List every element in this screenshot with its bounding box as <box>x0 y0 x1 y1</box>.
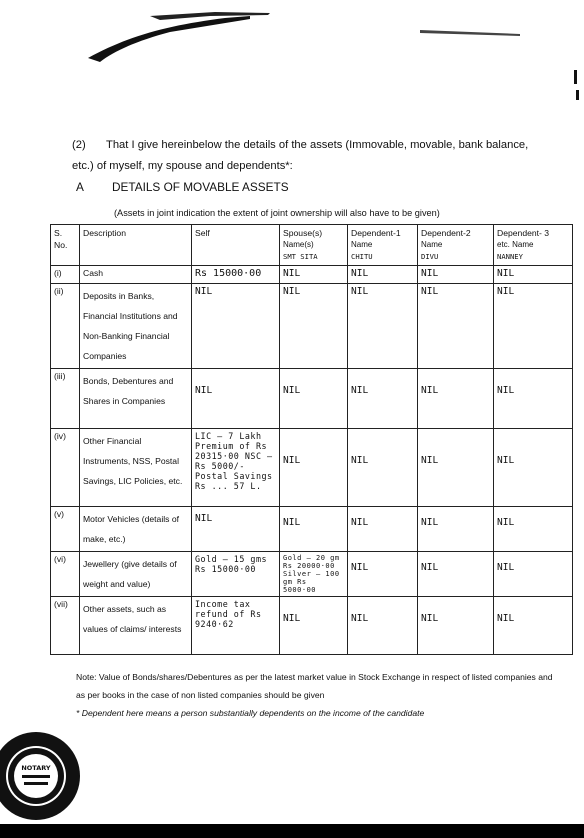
header-dep3-name: NANNEY <box>497 252 523 261</box>
header-description: Description <box>80 225 192 266</box>
row-description: Cash <box>80 266 192 284</box>
header-dep2-label: Dependent-2 <box>421 228 471 238</box>
row-description: Deposits in Banks, Financial Institutions and Non-Banking Financial Companies <box>80 284 192 369</box>
row-dep1: NIL <box>348 369 418 429</box>
row-dep2: NIL <box>418 597 494 655</box>
notary-stamp <box>0 718 90 828</box>
row-self: NIL <box>192 507 280 552</box>
row-description: Other Financial Instruments, NSS, Postal Savings, LIC Policies, etc. <box>80 429 192 507</box>
valuation-note: Note: Value of Bonds/shares/Debentures as per the latest market value in Stock Exchange in respect of listed companies and as per books in the case of non listed companies should be given <box>76 672 553 700</box>
row-dep3: NIL <box>494 369 573 429</box>
row-self: NIL <box>192 369 280 429</box>
row-dep2: NIL <box>418 369 494 429</box>
header-dep1-sub: Name <box>351 240 373 249</box>
header-spouse-name: SMT SITA <box>283 252 318 261</box>
stamp-text: NOTARY <box>21 764 51 772</box>
row-spouse: NIL <box>280 429 348 507</box>
row-dep1: NIL <box>348 507 418 552</box>
row-sno: (v) <box>51 507 80 552</box>
row-dep2: NIL <box>418 266 494 284</box>
row-dep1: NIL <box>348 284 418 369</box>
table-row <box>51 597 573 655</box>
row-dep3: NIL <box>494 266 573 284</box>
joint-ownership-note: (Assets in joint indication the extent of joint ownership will also have to be given) <box>114 208 440 218</box>
row-description: Other assets, such as values of claims/ interests <box>80 597 192 655</box>
header-dep1-name: CHITU <box>351 252 373 261</box>
row-self: Income tax refund of Rs 9240·62 <box>192 597 280 655</box>
section-letter: A <box>76 180 84 194</box>
row-dep3: NIL <box>494 552 573 597</box>
row-spouse: Gold – 20 gm Rs 20000·00 Silver – 100 gm Rs 5000·00 <box>280 552 348 597</box>
row-dep1: NIL <box>348 266 418 284</box>
scan-bottom-edge <box>0 824 584 838</box>
row-sno: (i) <box>51 266 80 284</box>
header-dep2 <box>418 225 494 266</box>
row-dep3: NIL <box>494 507 573 552</box>
row-spouse: NIL <box>280 284 348 369</box>
header-spouse-sub: Name(s) <box>283 240 314 249</box>
header-sno: S. No. <box>51 225 80 266</box>
header-spouse-label: Spouse(s) <box>283 228 323 238</box>
table-header-row <box>51 225 573 266</box>
header-dep1-label: Dependent-1 <box>351 228 401 238</box>
table-row <box>51 266 573 284</box>
intro-number: (2) <box>72 139 86 151</box>
table-row <box>51 507 573 552</box>
row-dep2: NIL <box>418 552 494 597</box>
row-dep3: NIL <box>494 284 573 369</box>
row-sno: (iv) <box>51 429 80 507</box>
row-dep1: NIL <box>348 552 418 597</box>
row-dep3: NIL <box>494 597 573 655</box>
table-row <box>51 552 573 597</box>
row-description: Motor Vehicles (details of make, etc.) <box>80 507 192 552</box>
header-dep1 <box>348 225 418 266</box>
row-spouse: NIL <box>280 369 348 429</box>
intro-paragraph <box>72 135 552 177</box>
row-description: Bonds, Debentures and Shares in Companies <box>80 369 192 429</box>
row-dep2: NIL <box>418 429 494 507</box>
row-sno: (vi) <box>51 552 80 597</box>
section-heading <box>76 180 289 194</box>
header-self: Self <box>192 225 280 266</box>
dependent-footnote: * Dependent here means a person substantially dependents on the income of the candidate <box>76 708 425 718</box>
row-self: NIL <box>192 284 280 369</box>
row-dep2: NIL <box>418 507 494 552</box>
header-dep3 <box>494 225 573 266</box>
row-dep1: NIL <box>348 597 418 655</box>
row-sno: (ii) <box>51 284 80 369</box>
header-dep3-sub: etc. Name <box>497 240 534 249</box>
table-row <box>51 429 573 507</box>
header-dep2-sub: Name <box>421 240 443 249</box>
table-row <box>51 284 573 369</box>
header-spouse <box>280 225 348 266</box>
row-sno: (vii) <box>51 597 80 655</box>
row-self: Gold – 15 gms Rs 15000·00 <box>192 552 280 597</box>
header-dep2-name: DIVU <box>421 252 439 261</box>
row-self: Rs 15000·00 <box>192 266 280 284</box>
row-description: Jewellery (give details of weight and value) <box>80 552 192 597</box>
row-spouse: NIL <box>280 266 348 284</box>
row-self: LIC – 7 Lakh Premium of Rs 20315·00 NSC – Rs 5000/- Postal Savings Rs ... 57 L. <box>192 429 280 507</box>
scan-streak <box>0 0 584 110</box>
row-spouse: NIL <box>280 507 348 552</box>
section-title: DETAILS OF MOVABLE ASSETS <box>112 180 289 194</box>
intro-text: That I give hereinbelow the details of the assets (Immovable, movable, bank balance, etc.) of myself, my spouse and dependents*: <box>72 139 529 172</box>
page-edge-mark <box>568 70 584 110</box>
table-row <box>51 369 573 429</box>
row-dep1: NIL <box>348 429 418 507</box>
row-sno: (iii) <box>51 369 80 429</box>
row-spouse: NIL <box>280 597 348 655</box>
row-dep3: NIL <box>494 429 573 507</box>
header-dep3-label: Dependent- 3 <box>497 228 550 238</box>
movable-assets-table <box>50 224 573 655</box>
row-dep2: NIL <box>418 284 494 369</box>
